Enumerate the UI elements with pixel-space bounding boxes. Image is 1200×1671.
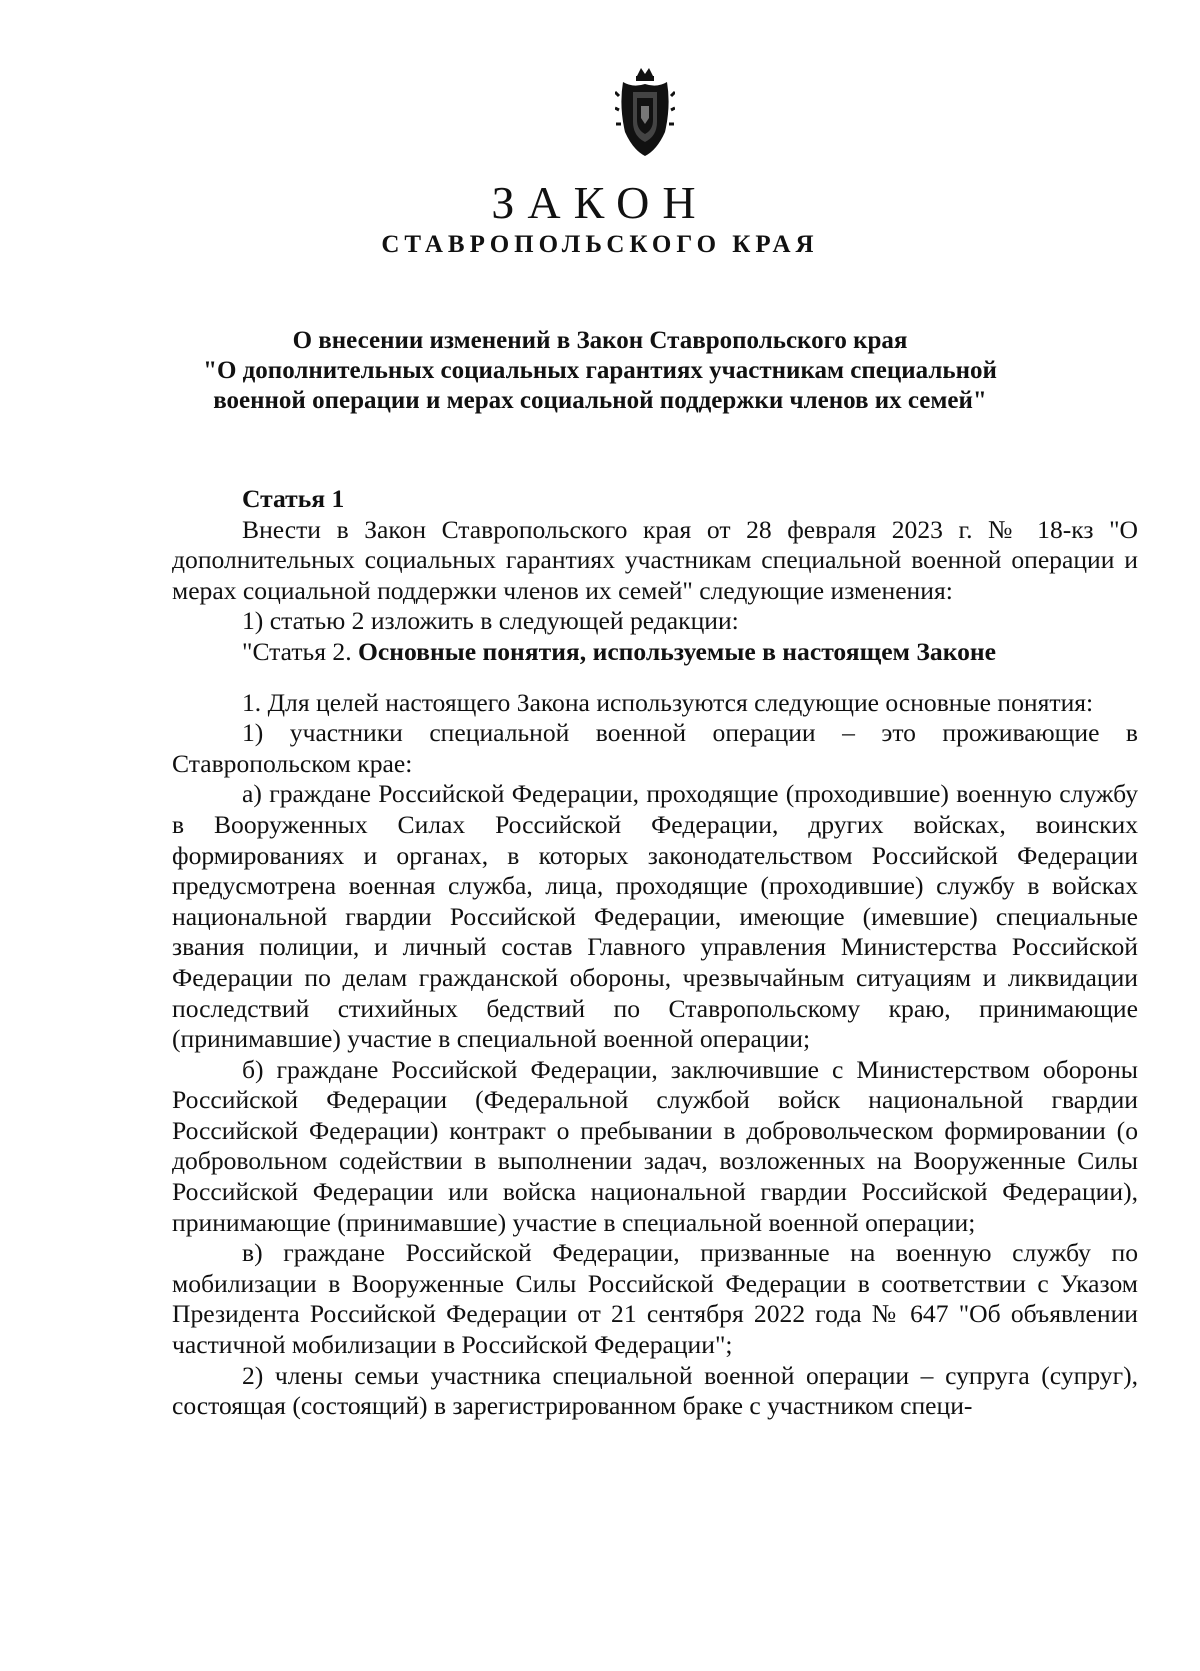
participants-paragraph: 1) участники специальной военной операции – это проживающие в Ставропольском крае: — [172, 718, 1138, 778]
family-members-paragraph: 2) члены семьи участника специальной военной операции – супруга (супруг), состоящая (состоящий) в зарегистрированном браке с участником специ- — [172, 1360, 1138, 1421]
document-title-line: военной операции и мерах социальной поддержки членов их семей" — [213, 387, 987, 414]
definitions-paragraph: 1. Для целей настоящего Закона используются следующие основные понятия: — [242, 687, 1094, 717]
document-body — [172, 484, 1138, 1422]
coat-of-arms-emblem-icon — [615, 66, 675, 158]
article-intro-paragraph: Внести в Закон Ставропольского края от 28 февраля 2023 г. № 18-кз "О дополнительных социальных гарантиях участникам специальной военной операции и мерах социальной поддержки членов их семей" следующие изменения: — [172, 514, 1138, 605]
subitem-a-paragraph: а) граждане Российской Федерации, проходящие (проходившие) военную службу в Вооруженных Силах Российской Федерации, других войсках, воинских формированиях и органах, в которых законодательством Российской Федерации предусмотрена военная служба, лица, проходящие (проходившие) службу в войсках национальной гвардии Российской Федерации, имеющие (имевшие) специальные звания полиции, и личный состав Главного управления Министерства Российской Федерации по делам гражданской обороны, чрезвычайным ситуациям и ликвидации последствий стихийных бедствий по Ставропольскому краю, принимающие (принимавшие) участие в специальной военной операции; — [172, 779, 1138, 1054]
amendment-item: 1) статью 2 изложить в следующей редакции: — [242, 606, 739, 636]
subitem-v-paragraph: в) граждане Российской Федерации, призванные на военную службу по мобилизации в Вооруженные Силы Российской Федерации в соответствии с Указом Президента Российской Федерации от 21 сентября 2022 года № 647 "Об объявлении частичной мобилизации в Российской Федерации"; — [172, 1238, 1138, 1360]
quoted-article-heading — [172, 637, 1138, 668]
quoted-article-prefix: "Статья 2. — [242, 636, 358, 666]
law-title: ЗАКОН — [491, 177, 709, 228]
document-title — [120, 326, 1080, 416]
document-title-line: "О дополнительных социальных гарантиях участникам специальной — [203, 357, 997, 384]
article-heading: Статья 1 — [242, 484, 345, 513]
quoted-article-title: Основные понятия, используемые в настоящем Законе — [358, 636, 997, 666]
subitem-b-paragraph: б) граждане Российской Федерации, заключившие с Министерством обороны Российской Федерации (Федеральной службой войск национальной гвардии Российской Федерации) контракт о пребывании в добровольческом формировании (о добровольном содействии в выполнении задач, возложенных на Вооруженные Силы Российской Федерации или войска национальной гвардии Российской Федерации), принимающие (принимавшие) участие в специальной военной операции; — [172, 1054, 1138, 1237]
law-subtitle: СТАВРОПОЛЬСКОГО КРАЯ — [381, 231, 819, 258]
document-title-line: О внесении изменений в Закон Ставропольского края — [292, 327, 908, 354]
